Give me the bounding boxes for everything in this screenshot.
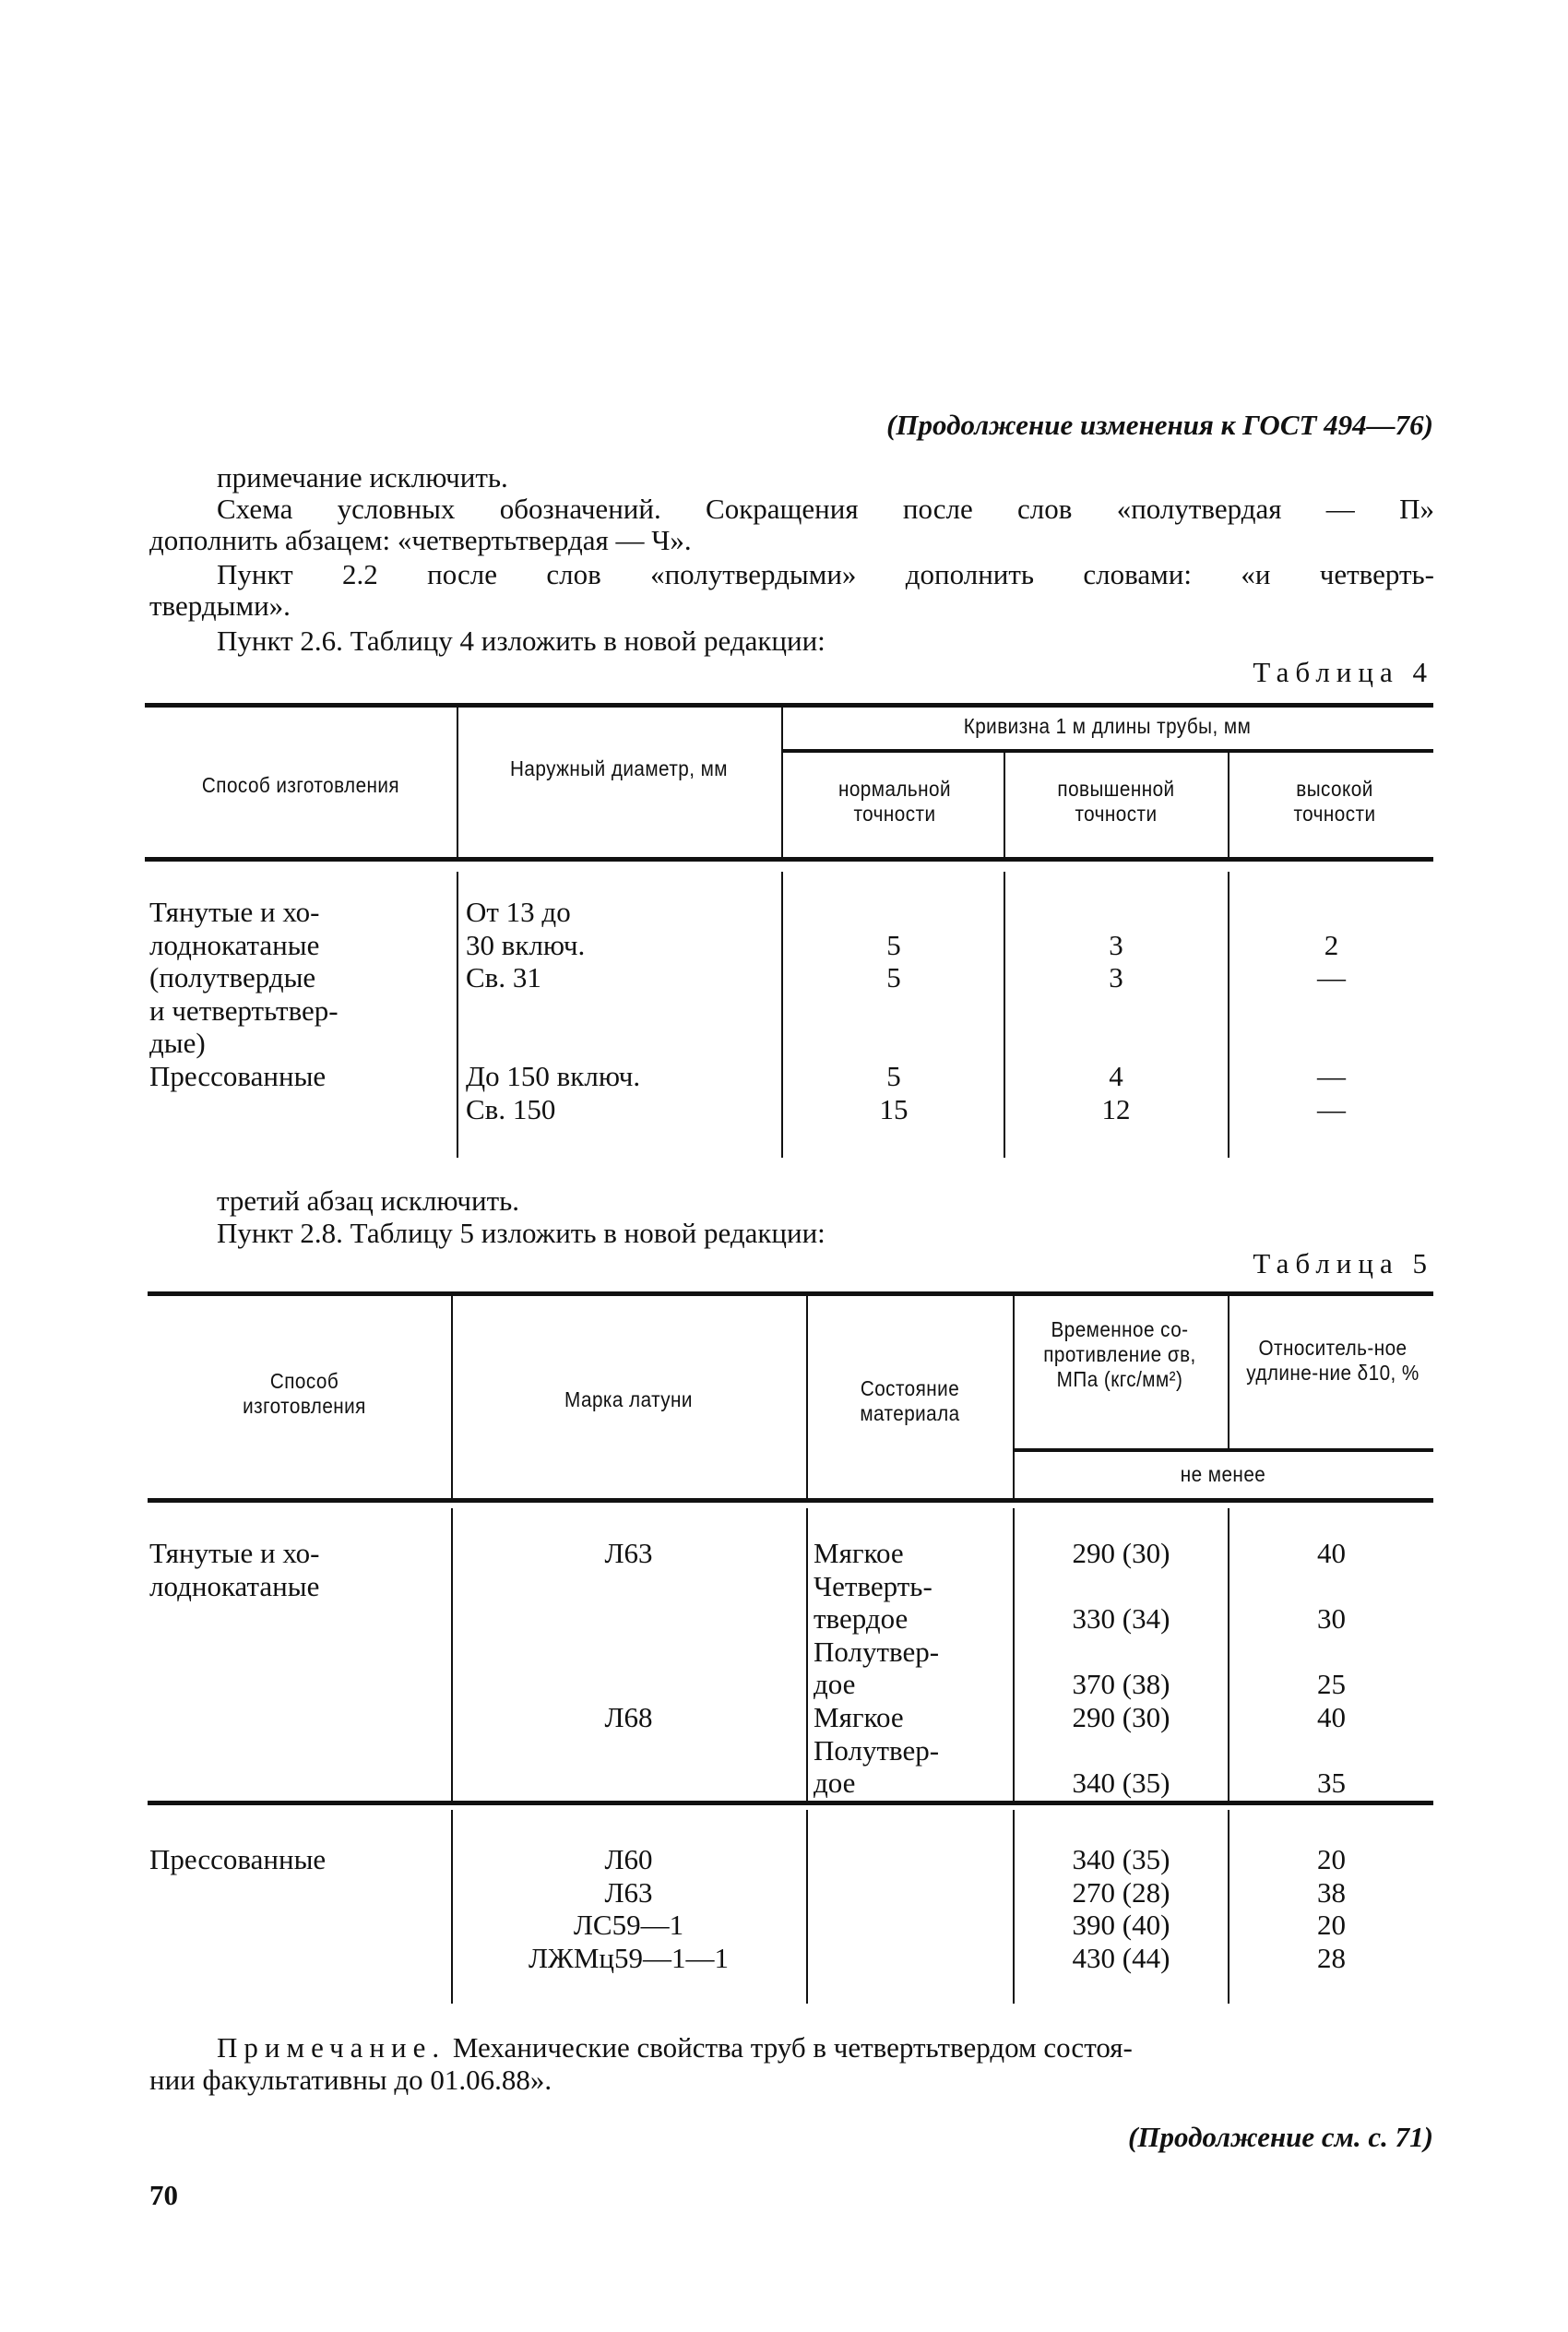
note-label: Примечание. [217, 2031, 446, 2064]
table-cell [784, 896, 1004, 929]
table-cell: 340 (35) [1072, 1767, 1170, 1800]
table-cell [149, 1909, 445, 1942]
table-cell: Полутвер- [814, 1733, 940, 1767]
table-cell [814, 1909, 1011, 1942]
running-header: (Продолжение изменения к ГОСТ 494—76) [886, 409, 1433, 441]
table-cell: 340 (35) [1072, 1843, 1170, 1875]
header-normal: нормальной точности [837, 777, 952, 826]
table-cell: 20 [1317, 1843, 1346, 1875]
table-rule [781, 749, 1433, 753]
table-cell: 30 [1317, 1602, 1346, 1636]
paragraph-line: Схема условных обозначений. Сокращения после слов «полутвердая — П» [217, 493, 1434, 525]
table-cell: 25 [1317, 1668, 1346, 1701]
table-cell: Мягкое [814, 1700, 904, 1733]
table-column [149, 1537, 445, 1800]
table-cell: Мягкое [814, 1537, 904, 1569]
header-brand: Марка латуни [564, 1387, 693, 1411]
table-cell: 3 [1109, 961, 1123, 994]
table-cell: Четверть- [814, 1569, 932, 1602]
table-cell [814, 1843, 1011, 1876]
table-column [1015, 1537, 1228, 1800]
table-cell [149, 1636, 445, 1669]
header-elongation: Относитель-ное удлине-ние δ10, % [1246, 1336, 1420, 1385]
table-cell: Св. 150 [466, 1092, 556, 1125]
header-strength: Временное со-противление σв, МПа (кгс/мм²) [1043, 1317, 1196, 1391]
table-column [451, 1843, 806, 1974]
page-number: 70 [149, 2179, 178, 2211]
table-cell: 5 [886, 961, 901, 994]
table-cell: дые) [149, 1027, 206, 1060]
header-not-less: не менее [1180, 1462, 1266, 1486]
paragraph-line: дополнить абзацем: «четвертьтвердая — Ч». [149, 524, 692, 556]
table-cell [1015, 1570, 1228, 1603]
table-cell [466, 994, 770, 1028]
table-cell: 370 (38) [1072, 1668, 1170, 1701]
table-column [784, 896, 1004, 1125]
table-cell [1005, 1027, 1227, 1060]
table-cell: — [1317, 1059, 1346, 1092]
table-cell [149, 1602, 445, 1636]
paragraph-line: Пункт 2.2 после слов «полутвердыми» дополнить словами: «и четверть- [217, 558, 1434, 590]
table-column [1005, 896, 1227, 1125]
table-cell: Прессованные [149, 1059, 327, 1092]
table-column [451, 1537, 806, 1800]
table-cell [784, 1027, 1004, 1060]
table-column [1229, 1843, 1433, 1974]
table-cell [1229, 994, 1433, 1028]
table-cell [1015, 1636, 1228, 1669]
table-cell [451, 1602, 806, 1636]
table-cell [149, 1876, 445, 1910]
table-cell: 38 [1317, 1875, 1346, 1909]
table-cell: (полутвердые [149, 961, 316, 994]
table-cell [149, 1942, 445, 1975]
table-cell [814, 1942, 1011, 1975]
table-cell: До 150 включ. [466, 1059, 641, 1092]
table-cell: Л60 [604, 1843, 653, 1875]
table-cell: 40 [1317, 1700, 1346, 1733]
table-cell: 5 [886, 928, 901, 961]
table-cell: 15 [879, 1092, 909, 1125]
table-cell: 430 (44) [1072, 1941, 1170, 1974]
table-rule [145, 703, 1433, 708]
paragraph-line: Пункт 2.6. Таблицу 4 изложить в новой редакции: [217, 625, 826, 657]
table-cell: лоднокатаные [149, 1569, 320, 1602]
table-cell: лоднокатаные [149, 928, 320, 961]
table-cell: 5 [886, 1059, 901, 1092]
table-column [466, 896, 770, 1125]
table-cell: Л63 [604, 1875, 653, 1909]
table4-caption: Таблица 4 [1253, 656, 1433, 688]
table-column [1015, 1843, 1228, 1974]
header-method: Способ изготовления [201, 773, 400, 797]
table-cell [466, 1027, 770, 1060]
table-cell [1229, 896, 1433, 929]
table-cell [1229, 1027, 1433, 1060]
table-cell: ЛС59—1 [573, 1909, 684, 1942]
table-cell: Тянутые и хо- [149, 896, 320, 928]
table-cell: твердое [814, 1602, 909, 1636]
table-cell [149, 1734, 445, 1767]
table-cell [149, 1668, 445, 1701]
paragraph-line: третий абзац исключить. [217, 1184, 520, 1217]
paragraph-line: Пункт 2.8. Таблицу 5 изложить в новой редакции: [217, 1217, 826, 1249]
table-cell [451, 1767, 806, 1800]
table-cell: 40 [1317, 1537, 1346, 1569]
table-cell [1229, 1570, 1433, 1603]
table-cell [451, 1570, 806, 1603]
table-cell: Тянутые и хо- [149, 1537, 320, 1569]
table-column [149, 1843, 445, 1974]
table-cell: 30 включ. [466, 928, 586, 961]
table-cell [149, 1093, 454, 1126]
table-cell: Л63 [604, 1537, 653, 1569]
table-cell [1015, 1734, 1228, 1767]
table-cell: 3 [1109, 928, 1123, 961]
header-increased: повышенной точности [1057, 777, 1175, 826]
paragraph-line: примечание исключить. [217, 461, 508, 494]
paragraph-line: твердыми». [149, 589, 291, 622]
table-column [149, 896, 454, 1125]
table-column [814, 1537, 1011, 1800]
header-state: Состояние материала [860, 1376, 960, 1425]
table-cell: ЛЖМц59—1—1 [529, 1941, 729, 1974]
table-cell: 390 (40) [1072, 1909, 1170, 1942]
table-cell [451, 1668, 806, 1701]
table-cell [1229, 1734, 1433, 1767]
table-cell [1005, 896, 1227, 929]
table-cell: дое [814, 1767, 856, 1800]
table-cell: Св. 31 [466, 961, 541, 994]
table-cell: 28 [1317, 1941, 1346, 1974]
header-method: Способ изготовления [243, 1369, 366, 1418]
table-cell: 12 [1101, 1092, 1131, 1125]
table-cell: 2 [1324, 928, 1339, 961]
table-cell [451, 1636, 806, 1669]
table-cell: Полутвер- [814, 1635, 940, 1668]
table-cell: дое [814, 1668, 856, 1701]
table-cell: Л68 [604, 1700, 653, 1733]
table-cell: 290 (30) [1072, 1537, 1170, 1569]
table-cell: 290 (30) [1072, 1700, 1170, 1733]
table-cell: 35 [1317, 1767, 1346, 1800]
table-column [1229, 896, 1433, 1125]
note-text: нии факультативны до 01.06.88». [149, 2064, 552, 2096]
continued-footer: (Продолжение см. с. 71) [1128, 2121, 1433, 2153]
table-cell [1005, 994, 1227, 1028]
table-cell [814, 1876, 1011, 1910]
table-column [814, 1843, 1011, 1974]
header-diameter: Наружный диаметр, мм [510, 756, 728, 780]
header-high: высокой точности [1293, 777, 1376, 826]
table5-caption: Таблица 5 [1253, 1247, 1433, 1279]
table-column [1229, 1537, 1433, 1800]
table-cell: — [1317, 1092, 1346, 1125]
table-cell: 270 (28) [1072, 1875, 1170, 1909]
table-cell [451, 1734, 806, 1767]
table-cell [784, 994, 1004, 1028]
note-text: Механические свойства труб в четвертьтвердом состоя- [452, 2031, 1133, 2064]
table-cell [149, 1767, 445, 1800]
table-cell: и четвертьтвер- [149, 993, 339, 1027]
table-rule [145, 857, 1433, 862]
table-cell: 4 [1109, 1059, 1123, 1092]
table-cell [1229, 1636, 1433, 1669]
table-cell [149, 1701, 445, 1734]
table-cell: 20 [1317, 1909, 1346, 1942]
header-curvature: Кривизна 1 м длины трубы, мм [963, 714, 1252, 738]
table-cell: 330 (34) [1072, 1602, 1170, 1636]
table-cell: Прессованные [149, 1843, 327, 1875]
table-cell: — [1317, 961, 1346, 994]
note [217, 2031, 1133, 2064]
table-cell: От 13 до [466, 896, 571, 928]
